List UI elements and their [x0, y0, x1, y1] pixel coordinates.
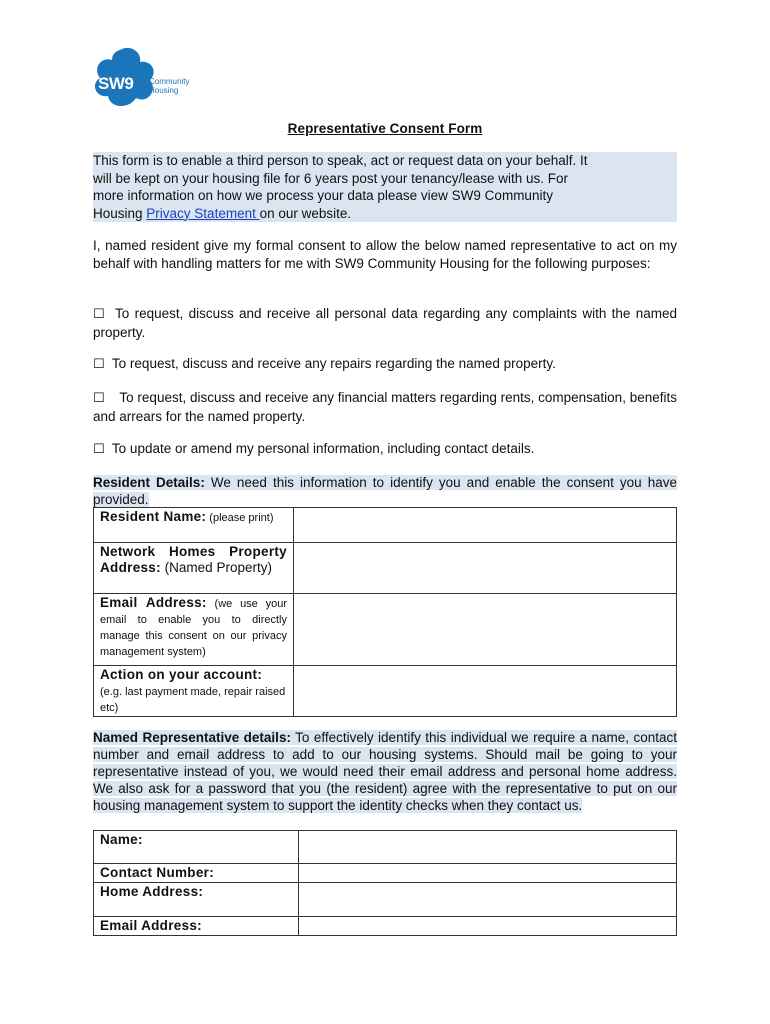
resident-heading-bold: Resident Details: [93, 475, 205, 490]
logo-sub-line2: Housing [149, 86, 179, 95]
resident-details-heading [93, 474, 677, 508]
representative-details-table [93, 830, 677, 936]
account-action-label [94, 666, 294, 717]
form-title: Representative Consent Form [287, 121, 483, 136]
logo-mark-text: SW9 [98, 74, 134, 93]
purpose-label: To update or amend my personal information, including contact details. [111, 441, 535, 456]
email-address-field[interactable] [294, 594, 677, 666]
property-address-label [94, 543, 294, 594]
label-bold: Action on your account: [100, 667, 263, 682]
resident-heading-text: We need this information to identify you and enable the consent you have provided. [93, 475, 677, 507]
checkbox-complaints[interactable]: ☐ [93, 307, 105, 322]
table-row [94, 864, 677, 883]
rep-email-address-label [94, 917, 299, 936]
rep-name-label [94, 831, 299, 864]
email-address-label [94, 594, 294, 666]
logo-sub-line1: Community [149, 77, 190, 86]
privacy-statement-link[interactable]: Privacy Statement [146, 205, 260, 221]
intro-line: will be kept on your housing file for 6 years post your tenancy/lease with us. For [93, 170, 677, 188]
rep-email-address-field[interactable] [299, 917, 677, 936]
consent-statement: I, named resident give my formal consent to allow the below named representative to act on my behalf with handling matters for me with SW9 Community Housing for the following purposes: [93, 238, 677, 271]
label-note: (Named Property) [160, 560, 272, 575]
table-row [94, 594, 677, 666]
purpose-label: To request, discuss and receive any repairs regarding the named property. [111, 356, 556, 371]
table-row [94, 666, 677, 717]
rep-name-field[interactable] [299, 831, 677, 864]
account-action-field[interactable] [294, 666, 677, 717]
property-address-field[interactable] [294, 543, 677, 594]
resident-name-field[interactable] [294, 508, 677, 543]
rep-contact-number-field[interactable] [299, 864, 677, 883]
label-note: (please print) [206, 512, 274, 524]
intro-line: more information on how we process your data please view SW9 Community [93, 187, 677, 205]
representative-heading-text: To effectively identify this individual we require a name, contact number and email address to add to our housing systems. Should mail be going to your representative instead of you, we would need their email address and personal home address. We also ask for a password that you (the resident) agree with the representative to put on our housing management system to support the identity checks when they contact us. [93, 730, 677, 813]
sw9-logo [92, 46, 202, 112]
label-note: (we use your email to enable you to directly manage this consent on our privacy management system) [100, 598, 287, 658]
checkbox-repairs[interactable]: ☐ [93, 357, 105, 372]
label-bold: Contact Number: [100, 865, 215, 880]
purpose-item-complaints [93, 305, 677, 341]
purpose-item-repairs [93, 355, 677, 374]
representative-heading-bold: Named Representative details: [93, 730, 291, 745]
representative-details-heading [93, 729, 677, 814]
label-bold: Email Address: [100, 918, 202, 933]
resident-details-table [93, 507, 677, 717]
intro-line-last [93, 205, 677, 223]
label-bold: Email Address: [100, 595, 207, 610]
intro-paragraph [93, 152, 677, 222]
checkbox-financial[interactable]: ☐ [93, 391, 105, 406]
intro-line: This form is to enable a third person to speak, act or request data on your behalf. It [93, 152, 677, 170]
table-row [94, 831, 677, 864]
label-bold: Resident Name: [100, 509, 207, 524]
rep-home-address-label [94, 883, 299, 917]
logo-subtitle [149, 77, 189, 95]
rep-contact-number-label [94, 864, 299, 883]
resident-name-label [94, 508, 294, 543]
purpose-item-personal-info [93, 440, 677, 459]
table-row [94, 883, 677, 917]
label-bold: Network Homes Property Address: [100, 544, 287, 575]
intro-line4-post: on our website. [259, 205, 352, 221]
table-row [94, 917, 677, 936]
purpose-item-financial [93, 389, 677, 425]
intro-line4-pre: Housing [93, 205, 147, 221]
purpose-label: To request, discuss and receive any financial matters regarding rents, compensation, benefits and arrears for the named property. [93, 390, 677, 424]
purpose-label: To request, discuss and receive all personal data regarding any complaints with the named property. [93, 306, 678, 340]
label-bold: Home Address: [100, 884, 204, 899]
checkbox-personal-info[interactable]: ☐ [93, 442, 105, 457]
table-row [94, 508, 677, 543]
label-bold: Name: [100, 832, 143, 847]
label-note: (e.g. last payment made, repair raised etc) [100, 686, 286, 714]
rep-home-address-field[interactable] [299, 883, 677, 917]
table-row [94, 543, 677, 594]
